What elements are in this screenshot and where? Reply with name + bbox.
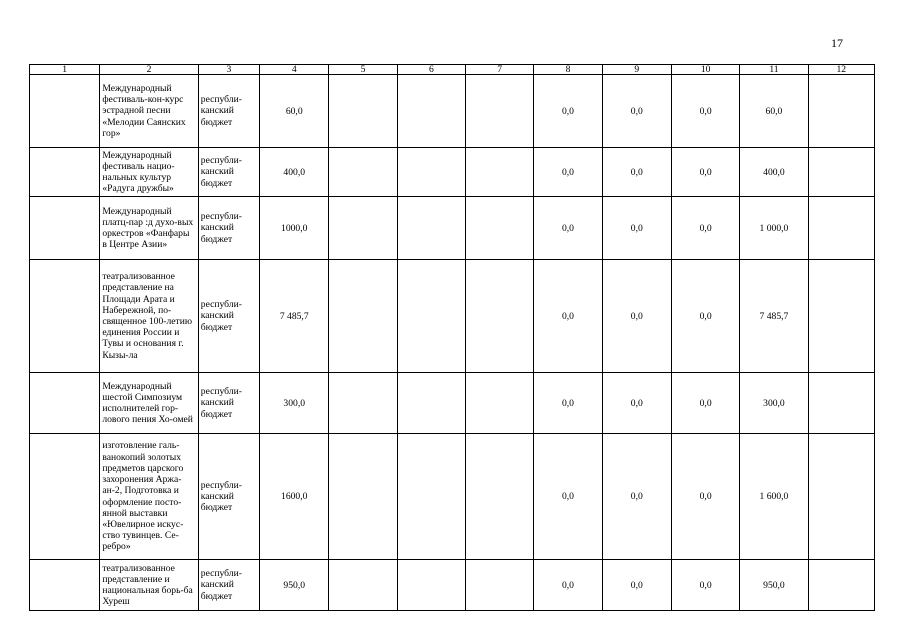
value-col-11: 300,0 xyxy=(740,373,808,434)
cell-empty xyxy=(329,75,397,148)
value-col-8: 0,0 xyxy=(534,373,602,434)
cell-empty xyxy=(329,434,397,560)
cell-empty xyxy=(397,434,465,560)
column-header-11: 11 xyxy=(740,65,808,75)
cell-empty xyxy=(466,260,534,373)
value-col-8: 0,0 xyxy=(534,148,602,197)
cell-empty xyxy=(466,148,534,197)
value-col-11: 7 485,7 xyxy=(740,260,808,373)
column-header-10: 10 xyxy=(671,65,739,75)
column-header-6: 6 xyxy=(397,65,465,75)
cell-empty xyxy=(329,148,397,197)
cell-empty xyxy=(30,434,100,560)
value-col-8: 0,0 xyxy=(534,560,602,611)
cell-empty xyxy=(30,148,100,197)
value-col-9: 0,0 xyxy=(602,560,671,611)
value-col-11: 400,0 xyxy=(740,148,808,197)
cell-empty xyxy=(329,260,397,373)
funding-source: республи-канский бюджет xyxy=(198,148,259,197)
value-col-9: 0,0 xyxy=(602,434,671,560)
column-header-2: 2 xyxy=(100,65,198,75)
cell-empty xyxy=(808,75,874,148)
column-header-7: 7 xyxy=(466,65,534,75)
event-name: Международный фестиваль нацио-нальных культур «Радуга дружбы» xyxy=(100,148,198,197)
table-row xyxy=(30,434,875,560)
funding-source: республи-канский бюджет xyxy=(198,75,259,148)
value-col-10: 0,0 xyxy=(671,75,739,148)
event-name: изготовление галь-ванокопий золотых предметов царского захоронения Аржа-ан-2, Подготовка и оформление посто-янной выставки «Ювелирное искус-ство тувинцев. Се-ребро» xyxy=(100,434,198,560)
cell-empty xyxy=(30,260,100,373)
value-col-4: 300,0 xyxy=(260,373,329,434)
event-name: Международный платц-пар :д духо-вых оркестров «Фанфары в Центре Азии» xyxy=(100,197,198,260)
table-row xyxy=(30,148,875,197)
cell-empty xyxy=(466,197,534,260)
cell-empty xyxy=(808,260,874,373)
cell-empty xyxy=(30,75,100,148)
column-header-9: 9 xyxy=(602,65,671,75)
column-header-5: 5 xyxy=(329,65,397,75)
funding-source: республи-канский бюджет xyxy=(198,373,259,434)
value-col-4: 7 485,7 xyxy=(260,260,329,373)
cell-empty xyxy=(808,434,874,560)
value-col-4: 950,0 xyxy=(260,560,329,611)
value-col-9: 0,0 xyxy=(602,373,671,434)
value-col-10: 0,0 xyxy=(671,197,739,260)
cell-empty xyxy=(30,373,100,434)
cell-empty xyxy=(397,75,465,148)
cell-empty xyxy=(808,197,874,260)
value-col-8: 0,0 xyxy=(534,260,602,373)
cell-empty xyxy=(397,560,465,611)
cell-empty xyxy=(808,560,874,611)
cell-empty xyxy=(466,560,534,611)
value-col-9: 0,0 xyxy=(602,148,671,197)
cell-empty xyxy=(466,75,534,148)
value-col-9: 0,0 xyxy=(602,75,671,148)
value-col-8: 0,0 xyxy=(534,434,602,560)
value-col-9: 0,0 xyxy=(602,260,671,373)
funding-source: республи-канский бюджет xyxy=(198,197,259,260)
value-col-10: 0,0 xyxy=(671,148,739,197)
cell-empty xyxy=(329,373,397,434)
table-row xyxy=(30,373,875,434)
cell-empty xyxy=(329,197,397,260)
event-name: театрализованное представление на Площади Арата и Набережной, по-священное 100-летию единения России и Тувы и основания г. Кызы-ла xyxy=(100,260,198,373)
budget-table xyxy=(29,64,875,611)
table-row xyxy=(30,560,875,611)
cell-empty xyxy=(329,560,397,611)
column-header-8: 8 xyxy=(534,65,602,75)
header-row xyxy=(30,65,875,75)
page-number: 17 xyxy=(831,36,843,50)
event-name: Международный шестой Симпозиум исполнителей гор-лового пения Хо-омей xyxy=(100,373,198,434)
value-col-10: 0,0 xyxy=(671,373,739,434)
value-col-9: 0,0 xyxy=(602,197,671,260)
value-col-11: 1 600,0 xyxy=(740,434,808,560)
funding-source: республи-канский бюджет xyxy=(198,434,259,560)
cell-empty xyxy=(808,148,874,197)
table-row xyxy=(30,75,875,148)
table-row xyxy=(30,197,875,260)
cell-empty xyxy=(397,260,465,373)
column-header-4: 4 xyxy=(260,65,329,75)
value-col-10: 0,0 xyxy=(671,434,739,560)
column-header-3: 3 xyxy=(198,65,259,75)
column-header-1: 1 xyxy=(30,65,100,75)
funding-source: республи-канский бюджет xyxy=(198,560,259,611)
value-col-4: 1600,0 xyxy=(260,434,329,560)
value-col-10: 0,0 xyxy=(671,260,739,373)
value-col-11: 950,0 xyxy=(740,560,808,611)
cell-empty xyxy=(30,197,100,260)
cell-empty xyxy=(30,560,100,611)
event-name: театрализованное представление и национальная борь-ба Хуреш xyxy=(100,560,198,611)
cell-empty xyxy=(397,373,465,434)
value-col-11: 60,0 xyxy=(740,75,808,148)
value-col-8: 0,0 xyxy=(534,75,602,148)
cell-empty xyxy=(466,373,534,434)
value-col-10: 0,0 xyxy=(671,560,739,611)
funding-source: республи-канский бюджет xyxy=(198,260,259,373)
value-col-8: 0,0 xyxy=(534,197,602,260)
cell-empty xyxy=(397,148,465,197)
column-header-12: 12 xyxy=(808,65,874,75)
value-col-11: 1 000,0 xyxy=(740,197,808,260)
value-col-4: 400,0 xyxy=(260,148,329,197)
cell-empty xyxy=(808,373,874,434)
cell-empty xyxy=(397,197,465,260)
event-name: Международный фестиваль-кон-курс эстрадной песни «Мелодии Саянских гор» xyxy=(100,75,198,148)
value-col-4: 1000,0 xyxy=(260,197,329,260)
cell-empty xyxy=(466,434,534,560)
table-row xyxy=(30,260,875,373)
value-col-4: 60,0 xyxy=(260,75,329,148)
